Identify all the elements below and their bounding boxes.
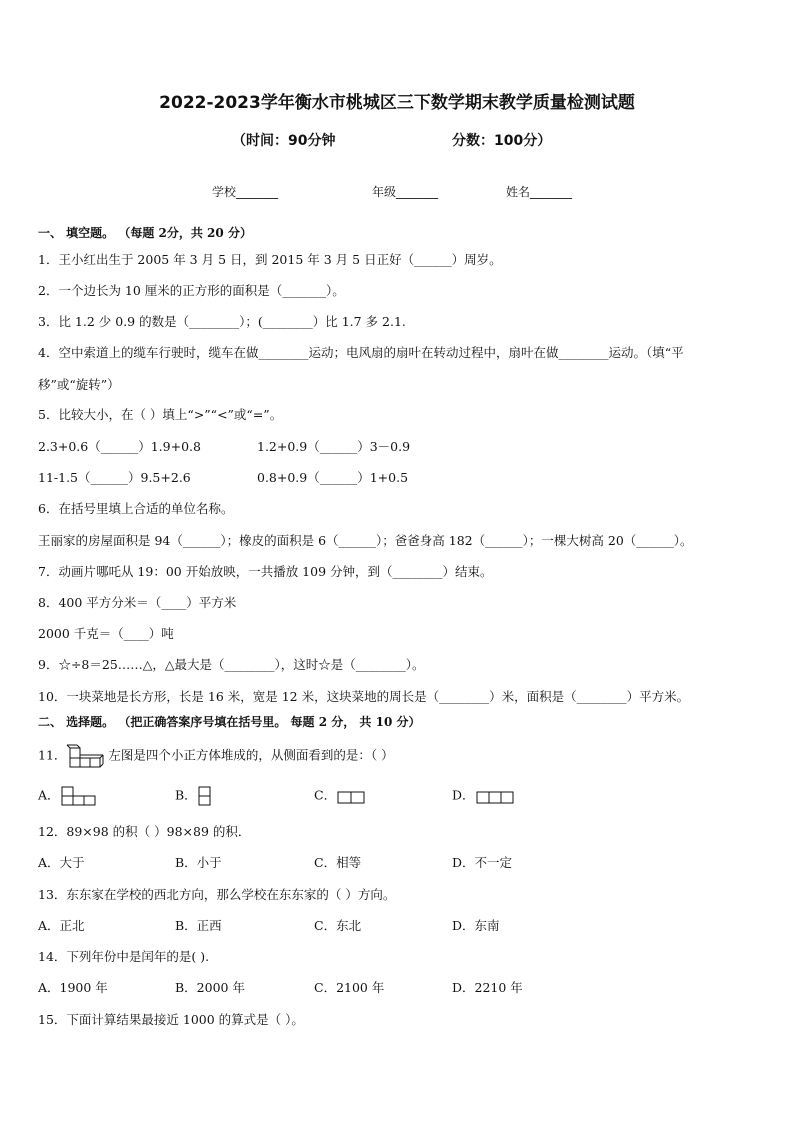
q12-option-b: B．小于 bbox=[175, 855, 222, 870]
question-6: 6．在括号里填上合适的单位名称。 bbox=[38, 501, 234, 516]
option-a-figure bbox=[60, 785, 98, 807]
q13-option-c: C．东北 bbox=[314, 918, 362, 933]
question-5: 5．比较大小，在（ ）填上“>”“<”或“=”。 bbox=[38, 407, 283, 422]
q12-option-d: D．不一定 bbox=[452, 855, 513, 870]
question-15: 15．下面计算结果最接近 1000 的算式是（ ）。 bbox=[38, 1012, 304, 1027]
q14-option-d: D．2210 年 bbox=[452, 980, 523, 995]
question-11-text: 左图是四个小正方体堆成的，从侧面看到的是：（ ） bbox=[108, 747, 394, 763]
question-12: 12．89×98 的积（ ）98×89 的积． bbox=[38, 824, 251, 839]
question-13: 13．东东家在学校的西北方向，那么学校在东东家的（ ）方向。 bbox=[38, 887, 396, 902]
school-field: 学校_______ bbox=[212, 185, 279, 199]
q12-option-c: C．相等 bbox=[314, 855, 362, 870]
q11-option-a: A． bbox=[38, 785, 98, 807]
question-11-number: 11． bbox=[38, 747, 67, 763]
option-b-figure bbox=[197, 785, 213, 807]
question-1: 1．王小红出生于 2005 年 3 月 5 日，到 2015 年 3 月 5 日正好（______）周岁。 bbox=[38, 252, 502, 267]
q14-option-a: A．1900 年 bbox=[38, 980, 108, 995]
question-2: 2．一个边长为 10 厘米的正方形的面积是（_______）。 bbox=[38, 283, 345, 298]
exam-score: 分数：100分） bbox=[452, 133, 552, 149]
q14-option-c: C．2100 年 bbox=[314, 980, 385, 995]
question-14: 14．下列年份中是闰年的是( ). bbox=[38, 949, 210, 964]
q13-option-d: D．东南 bbox=[452, 918, 500, 933]
question-9: 9．☆÷8＝25……△，△最大是（________），这时☆是（________）。 bbox=[38, 657, 425, 672]
question-5-item: 2.3+0.6（______）1.9+0.8 bbox=[38, 439, 201, 454]
question-6-content: 王丽家的房屋面积是 94（______）；橡皮的面积是 6（______）；爸爸身高 182（______）；一棵大树高 20（______）。 bbox=[38, 533, 693, 548]
section-heading-fill-blank: 一、 填空题。 （每题 2分，共 20 分） bbox=[38, 226, 252, 240]
question-8: 8．400 平方分米＝（____）平方米 bbox=[38, 595, 237, 610]
question-7: 7．动画片哪吒从 19：00 开始放映，一共播放 109 分钟，到（________）结束。 bbox=[38, 564, 493, 579]
section-heading-choice: 二、 选择题。 （把正确答案序号填在括号里。 每题 2 分， 共 10 分） bbox=[38, 715, 421, 729]
q11-option-b: B． bbox=[175, 785, 213, 807]
question-4-continued: 移”或“旋转”） bbox=[38, 377, 120, 392]
question-5-item: 1.2+0.9（______）3－0.9 bbox=[257, 439, 411, 454]
question-5-item: 11-1.5（______）9.5+2.6 bbox=[38, 470, 191, 485]
q14-option-b: B．2000 年 bbox=[175, 980, 245, 995]
q13-option-b: B．正西 bbox=[175, 918, 222, 933]
q12-option-a: A．大于 bbox=[38, 855, 85, 870]
option-d-figure bbox=[475, 785, 517, 807]
question-11 bbox=[38, 744, 394, 768]
question-5-item: 0.8+0.9（______）1+0.5 bbox=[257, 470, 409, 485]
q13-option-a: A．正北 bbox=[38, 918, 85, 933]
grade-field: 年级_______ bbox=[372, 185, 439, 199]
exam-time: （时间：90分钟 bbox=[232, 133, 336, 149]
question-3: 3．比 1.2 少 0.9 的数是（________）；(________）比 1.7 多 2.1. bbox=[38, 314, 406, 329]
question-4: 4．空中索道上的缆车行驶时，缆车在做________运动；电风扇的扇叶在转动过程中，扇叶在做________运动。（填“平 bbox=[38, 345, 684, 360]
q11-option-c: C． bbox=[314, 785, 366, 807]
cube-stack-figure bbox=[66, 744, 108, 768]
page-title: 2022-2023学年衡水市桃城区三下数学期末教学质量检测试题 bbox=[159, 93, 635, 113]
q11-option-d: D． bbox=[452, 785, 517, 807]
name-field: 姓名_______ bbox=[506, 185, 573, 199]
option-c-figure bbox=[336, 785, 366, 807]
question-10: 10．一块菜地是长方形，长是 16 米，宽是 12 米，这块菜地的周长是（________）米，面积是（________）平方米。 bbox=[38, 689, 690, 704]
question-8-continued: 2000 千克＝（____）吨 bbox=[38, 626, 174, 641]
